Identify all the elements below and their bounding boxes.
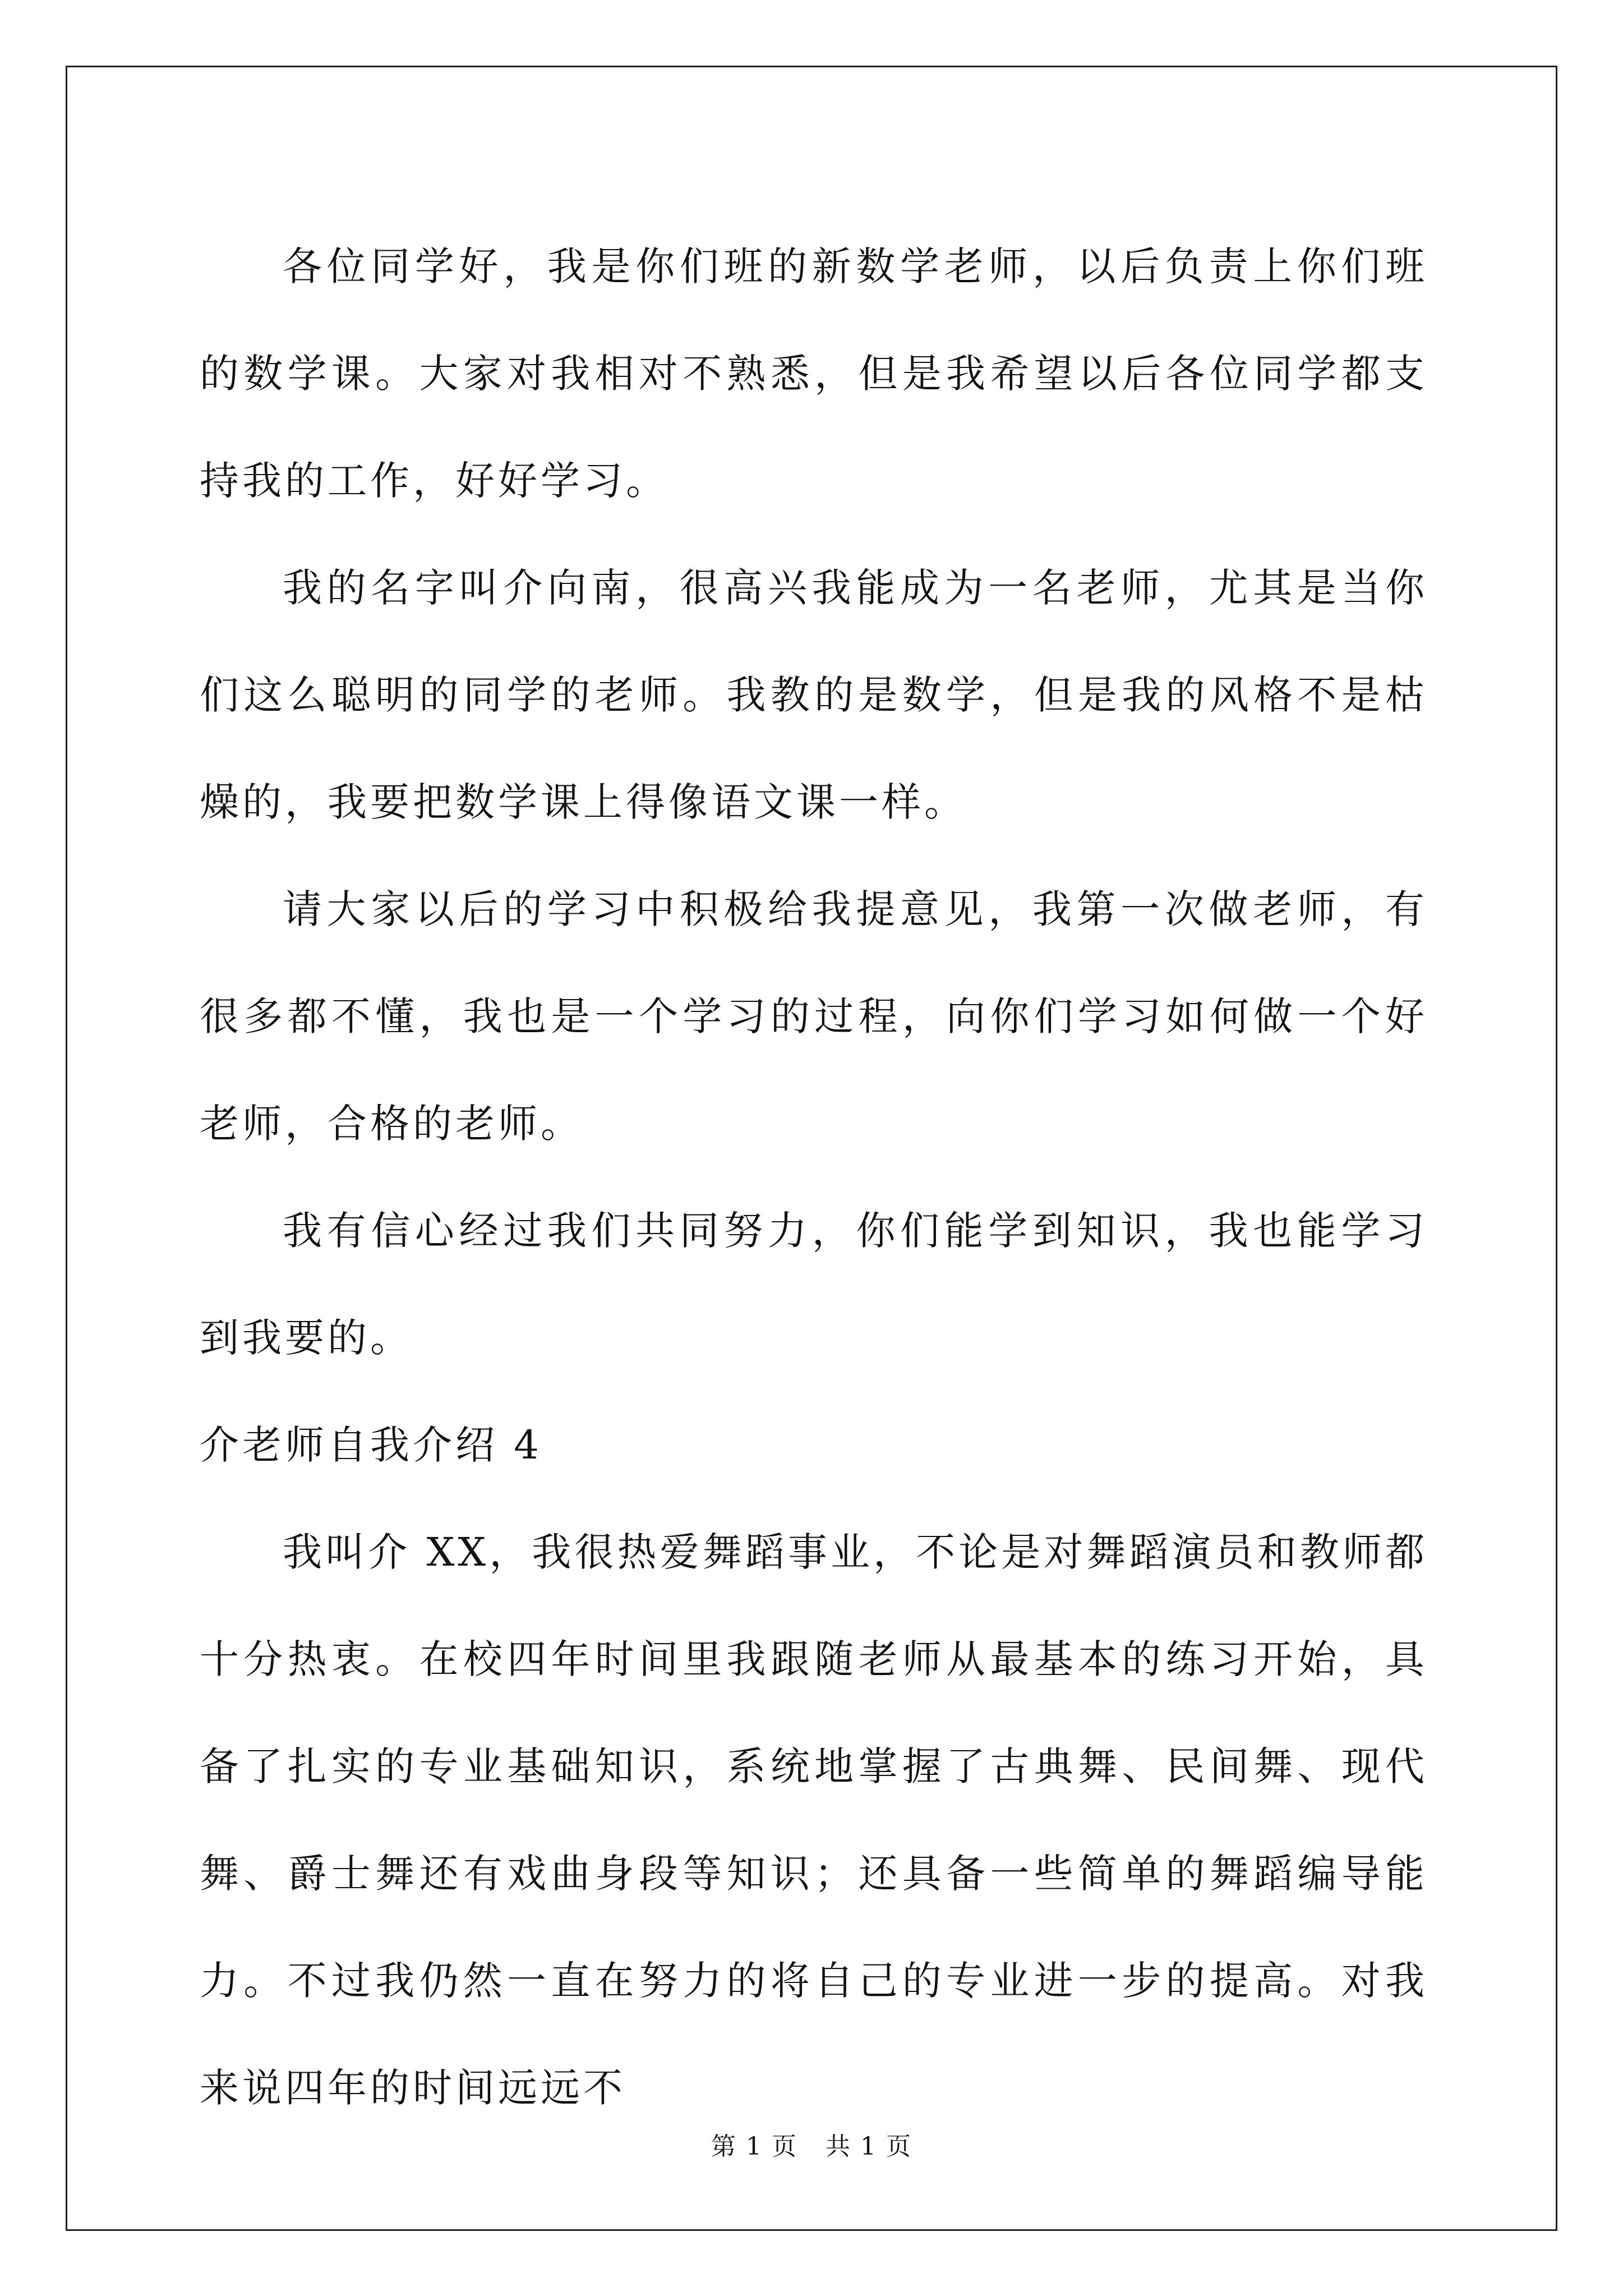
page-footer <box>0 2126 1623 2162</box>
paragraph: 我有信心经过我们共同努力，你们能学到知识，我也能学习到我要的。 <box>200 1208 1428 1361</box>
document-body <box>200 213 1428 2142</box>
paragraph: 请大家以后的学习中积极给我提意见，我第一次做老师，有很多都不懂，我也是一个学习的过程，向你们学习如何做一个好老师，合格的老师。 <box>200 886 1428 1147</box>
page-total: 共 1 页 <box>826 2132 912 2161</box>
paragraph: 各位同学好，我是你们班的新数学老师，以后负责上你们班的数学课。大家对我相对不熟悉，但是我希望以后各位同学都支持我的工作，好好学习。 <box>200 243 1428 504</box>
section-heading: 介老师自我介绍 4 <box>200 1422 542 1468</box>
paragraph: 我的名字叫介向南，很高兴我能成为一名老师，尤其是当你们这么聪明的同学的老师。我教的是数学，但是我的风格不是枯燥的，我要把数学课上得像语文课一样。 <box>200 565 1428 825</box>
paragraph: 我叫介 XX，我很热爱舞蹈事业，不论是对舞蹈演员和教师都十分热衷。在校四年时间里我跟随老师从最基本的练习开始，具备了扎实的专业基础知识，系统地掌握了古典舞、民间舞、现代舞、爵士舞还有戏曲身段等知识；还具备一些简单的舞蹈编导能力。不过我仍然一直在努力的将自己的专业进一步的提高。对我来说四年的时间远远不 <box>200 1529 1428 2111</box>
page-number: 第 1 页 <box>711 2132 797 2161</box>
